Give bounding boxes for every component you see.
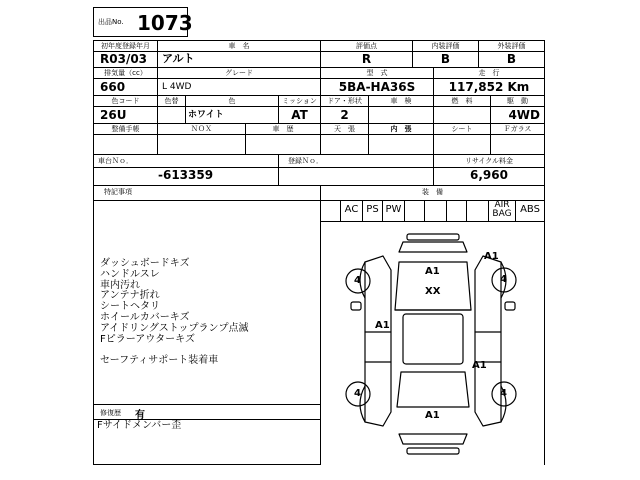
label-inspection: 車 検 <box>390 97 412 105</box>
lot-label: 出品No. <box>98 18 124 26</box>
label-registration: 登録Ｎｏ． <box>288 157 323 165</box>
damage-mark: A1 <box>425 410 440 421</box>
value-grade: L 4WD <box>162 82 192 92</box>
value-interior: B <box>440 52 451 66</box>
tire-rear-right-value: 4 <box>500 388 507 399</box>
label-model-name: 車 名 <box>228 42 250 50</box>
label-doors: ドア・形状 <box>327 97 362 105</box>
equipment-item: PW <box>385 204 402 215</box>
list-item: Fピラーアウターキズ <box>100 333 195 345</box>
damage-mark: A1 <box>425 266 440 277</box>
value-model-code: 5BA-HA36S <box>338 80 416 94</box>
lot-number: 1073 <box>137 11 193 35</box>
label-seat: シート <box>451 125 473 133</box>
value-transmission: AT <box>291 108 308 122</box>
label-fuel: 燃 料 <box>451 97 473 105</box>
label-windshield: Ｆガラス <box>503 125 532 133</box>
label-chassis: 車台Ｎｏ． <box>98 157 133 165</box>
list-item: シートヘタリ <box>100 301 160 313</box>
label-model-code: 型 式 <box>366 69 388 77</box>
value-doors: 2 <box>340 108 349 122</box>
car-diagram <box>321 222 544 465</box>
equipment-item: AIR BAG <box>492 200 512 219</box>
tire-front-right-value: 4 <box>500 274 507 285</box>
repair-value: 有 <box>135 410 145 421</box>
list-item: アイドリングストップランプ点滅 <box>100 322 249 334</box>
value-color-code: 26U <box>100 108 127 122</box>
repair-detail: Fサイドメンバー歪 <box>97 420 182 431</box>
tire-front-left-value: 4 <box>354 275 361 286</box>
value-year-month: R03/03 <box>100 52 148 66</box>
value-color: ホワイト <box>188 110 224 120</box>
label-maintenance-book: 整備手帳 <box>111 125 140 133</box>
label-grade: グレード <box>225 69 253 77</box>
value-mileage: 117,852 Km <box>448 80 530 94</box>
value-score: R <box>361 52 372 66</box>
label-transmission: ミッション <box>282 97 317 105</box>
list-item: ハンドルスレ <box>100 268 160 280</box>
damage-mark: A1 <box>484 251 499 262</box>
label-interior-trim: 内 張 <box>390 125 412 133</box>
label-exterior: 外装評価 <box>497 42 526 50</box>
label-displacement: 排気量（cc） <box>104 69 147 77</box>
value-drive: 4WD <box>508 108 540 122</box>
label-interior: 内装評価 <box>431 42 460 50</box>
damage-mark: A1 <box>375 320 390 331</box>
list-item: セーフティサポート装着車 <box>100 355 219 367</box>
value-exterior: B <box>506 52 517 66</box>
notes-heading: 特記事項 <box>104 188 132 196</box>
label-score: 評価点 <box>356 42 377 50</box>
value-displacement: 660 <box>100 80 126 94</box>
equipment-item: PS <box>366 204 379 215</box>
list-item: アンテナ折れ <box>100 290 160 302</box>
value-chassis: -613359 <box>158 168 214 182</box>
damage-mark: A1 <box>472 360 487 371</box>
equipment-item: AC <box>344 204 359 215</box>
label-drive: 駆 動 <box>507 97 528 105</box>
label-color-code: 色コード <box>111 97 140 105</box>
equipment-heading: 装 備 <box>422 188 443 196</box>
value-recycle-fee: 6,960 <box>470 168 508 182</box>
label-headliner: 天 張 <box>334 125 355 133</box>
damage-mark: XX <box>425 286 441 297</box>
label-recycle-fee: リサイクル料金 <box>464 157 514 165</box>
notes-list <box>100 259 315 367</box>
label-color: 色 <box>228 97 236 105</box>
repair-label: 修復歴 <box>100 409 121 417</box>
label-mileage: 走 行 <box>478 69 500 77</box>
label-first-registration: 初年度登録年月 <box>101 42 150 50</box>
label-nox: ＮＯＸ <box>191 125 212 133</box>
equipment-item: ABS <box>520 204 540 215</box>
label-color-change: 色替 <box>164 97 179 105</box>
list-item: 車内汚れ <box>100 279 140 291</box>
list-item: ホイールカバーキズ <box>100 311 190 323</box>
value-model-name: アルト <box>162 52 195 65</box>
list-item: ダッシュボードキズ <box>100 258 190 269</box>
label-history: 車 歴 <box>272 125 294 133</box>
tire-rear-left-value: 4 <box>354 388 361 399</box>
